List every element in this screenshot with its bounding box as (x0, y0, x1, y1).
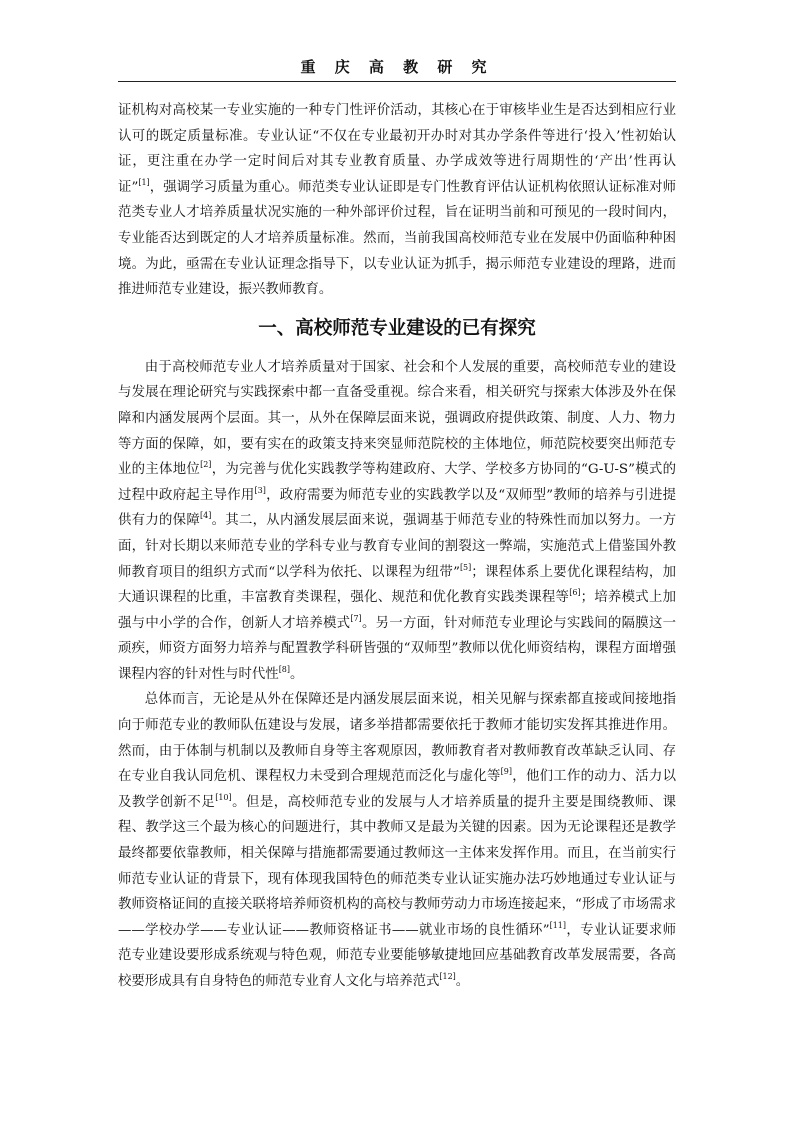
citation-8: [8] (278, 664, 291, 674)
citation-6: [6] (569, 588, 581, 598)
citation-1: [1] (138, 177, 150, 187)
citation-4: [4] (200, 511, 212, 521)
citation-10: [10] (215, 792, 232, 802)
section-heading: 一、高校师范专业建设的已有探究 (258, 317, 536, 339)
intro-paragraph: 证机构对高校某一专业实施的一种专门性评价活动，其核心在于审核毕业生是否达到相应行业认可的既定质量标准。专业认证“不仅在专业最初开办时对其办学条件等进行‘投入’性初始认证，更注重在办学一定时间后对其专业教育质量、办学成效等进行周期性的‘产出’性再认证”[1]，强调学习质量为重心。师范类专业认证即是专门性教育评估认证机构依照认证标准对师范类专业人才培养质量状况实施的一种外部评价过程，旨在证明当前和可预见的一段时间内，专业能否达到既定的人才培养质量标准。然而，当前我国高校师范专业在发展中仍面临种种困境。为此，亟需在专业认证理念指导下，以专业认证为抓手，揭示师范专业建设的理路，进而推进师范专业建设，振兴教师教育。 (118, 103, 676, 298)
article-body (118, 98, 676, 995)
header-rule (118, 81, 676, 82)
section-paragraph-1: 由于高校师范专业人才培养质量对于国家、社会和个人发展的重要，高校师范专业的建设与发展在理论研究与实践探索中都一直备受重视。综合来看，相关研究与探索大体涉及外在保障和内涵发展两个层面。其一，从外在保障层面来说，强调政府提供政策、制度、人力、物力等方面的保障，如，要有实在的政策支持来突显师范院校的主体地位，师范院校要突出师范专业的主体地位[2]，为完善与优化实践教学等构建政府、大学、学校多方协同的“G-U-S”模式的过程中政府起主导作用[3]，政府需要为师范专业的实践教学以及“双师型”教师的培养与引进提供有力的保障[4]。其二，从内涵发展层面来说，强调基于师范专业的特殊性而加以努力。一方面，针对长期以来师范专业的学科专业与教育专业间的割裂这一弊端，实施范式上借鉴国外教师教育项目的组织方式而“以学科为依托、以课程为纽带”[5]；课程体系上要优化课程结构，加大通识课程的比重，丰富教育类课程，强化、规范和优化教育实践类课程等[6]；培养模式上加强与中小学的合作，创新人才培养模式[7]。另一方面，针对师范专业理论与实践间的隔膜这一顽疾，师资方面努力培养与配置教学科研皆强的“双师型”教师以优化师资结构，课程方面增强课程内容的针对性与时代性[8]。 (118, 359, 677, 682)
section-paragraph-2: 总体而言，无论是从外在保障还是内涵发展层面来说，相关见解与探索都直接或间接地指向于师范专业的教师队伍建设与发展，诸多举措都需要依托于教师才能切实发挥其推进作用。然而，由于体制与机制以及教师自身等主客观原因，教师教育者对教师教育改革缺乏认同、存在专业自我认同危机、课程权力未受到合理规范而泛化与虚化等[9]，他们工作的动力、活力以及教学创新不足[10]。但是，高校师范专业的发展与人才培养质量的提升主要是围绕教师、课程、教学这三个最为核心的问题进行，其中教师又是最为关键的因素。因为无论课程还是教学最终都要依靠教师，相关保障与措施都需要通过教师这一主体来发挥作用。而且，在当前实行师范专业认证的背景下，现有体现我国特色的师范类专业认证实施办法巧妙地通过专业认证与教师资格证间的直接关联将培养师资机构的高校与教师劳动力市场连接起来，“形成了市场需求——学校办学——专业认证——教师资格证书——就业市场的良性循环”[11]，专业认证要求师范专业建设要形成系统观与特色观，师范专业要能够敏捷地回应基础教育改革发展需要，各高校要形成具有自身特色的师范专业育人文化与培养范式[12]。 (118, 692, 677, 989)
citation-5: [5] (459, 562, 472, 572)
citation-9: [9] (500, 767, 513, 777)
running-header: 重 庆 高 教 研 究 (300, 58, 494, 76)
citation-11: [11] (549, 920, 567, 930)
citation-3: [3] (254, 485, 266, 495)
citation-2: [2] (200, 460, 212, 470)
citation-7: [7] (350, 613, 362, 623)
citation-12: [12] (439, 972, 456, 981)
